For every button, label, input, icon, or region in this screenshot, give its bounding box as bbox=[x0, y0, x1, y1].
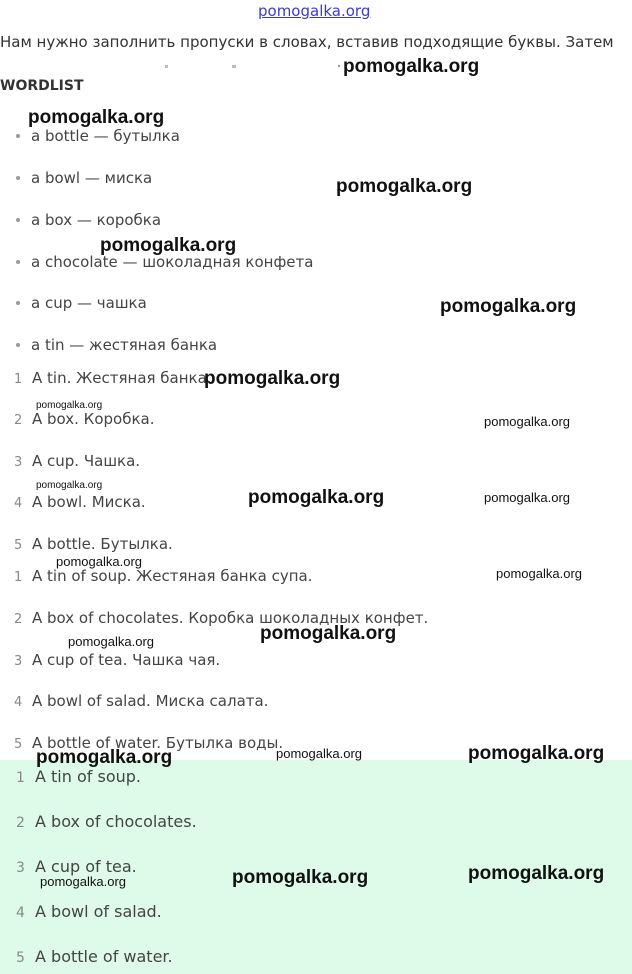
cut-off-text-line bbox=[0, 62, 340, 70]
watermark: pomogalka.org bbox=[232, 867, 369, 888]
wordlist-item-text: a chocolate — шоколадная конфета bbox=[31, 253, 314, 271]
item-number: 5 bbox=[16, 950, 25, 966]
list-item bbox=[14, 369, 212, 387]
watermark: pomogalka.org bbox=[343, 56, 480, 77]
intro-text: Нам нужно заполнить пропуски в словах, вставив подходящие буквы. Затем bbox=[0, 33, 614, 51]
watermark: pomogalka.org bbox=[36, 747, 173, 768]
item-text: A bottle of water. Бутылка воды. bbox=[32, 734, 284, 752]
bullet-icon bbox=[16, 218, 20, 222]
watermark: pomogalka.org bbox=[484, 490, 570, 505]
watermark: pomogalka.org bbox=[468, 743, 605, 764]
bullet-icon bbox=[16, 301, 20, 305]
watermark: pomogalka.org bbox=[40, 874, 126, 889]
item-number: 1 bbox=[14, 372, 23, 387]
watermark: pomogalka.org bbox=[336, 176, 473, 197]
wordlist-item bbox=[16, 127, 180, 145]
watermark: pomogalka.org bbox=[204, 368, 341, 389]
item-text: A cup of tea. bbox=[35, 857, 137, 876]
item-number: 3 bbox=[14, 654, 23, 669]
wordlist-item bbox=[16, 169, 152, 187]
answer-item bbox=[16, 812, 197, 831]
watermark: pomogalka.org bbox=[68, 634, 154, 649]
bullet-icon bbox=[16, 260, 20, 264]
item-text: A box of chocolates. Коробка шоколадных конфет. bbox=[32, 609, 429, 627]
list-item bbox=[14, 692, 268, 710]
item-text: A bowl. Миска. bbox=[32, 493, 146, 511]
wordlist-item-text: a cup — чашка bbox=[31, 294, 147, 312]
bullet-icon bbox=[16, 176, 20, 180]
item-number: 2 bbox=[14, 413, 23, 428]
answer-item bbox=[16, 947, 173, 966]
item-text: A tin of soup. Жестяная банка супа. bbox=[32, 567, 313, 585]
answer-item bbox=[16, 767, 141, 786]
wordlist-item bbox=[16, 294, 147, 312]
item-number: 1 bbox=[14, 570, 23, 585]
item-number: 3 bbox=[14, 455, 23, 470]
item-text: A bottle of water. bbox=[35, 947, 173, 966]
list-item bbox=[14, 535, 173, 553]
item-text: A bottle. Бутылка. bbox=[32, 535, 173, 553]
bullet-icon bbox=[16, 134, 20, 138]
watermark: pomogalka.org bbox=[36, 400, 103, 411]
item-text: A cup. Чашка. bbox=[32, 452, 141, 470]
item-number: 2 bbox=[16, 815, 25, 831]
watermark: pomogalka.org bbox=[36, 480, 103, 491]
wordlist-item-text: a box — коробка bbox=[31, 211, 162, 229]
bullet-icon bbox=[16, 343, 20, 347]
item-text: A bowl of salad. bbox=[35, 902, 162, 921]
item-number: 4 bbox=[14, 695, 23, 710]
item-text: A cup of tea. Чашка чая. bbox=[32, 651, 221, 669]
item-number: 1 bbox=[16, 770, 25, 786]
wordlist-item bbox=[16, 211, 161, 229]
watermark: pomogalka.org bbox=[28, 107, 165, 128]
wordlist-item-text: a bowl — миска bbox=[31, 169, 153, 187]
watermark: pomogalka.org bbox=[248, 487, 385, 508]
item-text: A box of chocolates. bbox=[35, 812, 197, 831]
watermark: pomogalka.org bbox=[484, 414, 570, 429]
answer-item bbox=[16, 902, 162, 921]
item-number: 2 bbox=[14, 612, 23, 627]
watermark: pomogalka.org bbox=[496, 566, 582, 581]
watermark: pomogalka.org bbox=[440, 296, 577, 317]
list-item bbox=[14, 567, 312, 585]
item-number: 3 bbox=[16, 860, 25, 876]
item-text: A tin of soup. bbox=[35, 767, 141, 786]
item-text: A box. Коробка. bbox=[32, 410, 155, 428]
list-item bbox=[14, 493, 146, 511]
wordlist-item-text: a tin — жестяная банка bbox=[31, 336, 218, 354]
list-item bbox=[14, 452, 140, 470]
item-text: A tin. Жестяная банка. bbox=[32, 369, 212, 387]
item-number: 5 bbox=[14, 538, 23, 553]
watermark: pomogalka.org bbox=[56, 554, 142, 569]
watermark: pomogalka.org bbox=[468, 863, 605, 884]
item-number: 5 bbox=[14, 737, 23, 752]
item-number: 4 bbox=[16, 905, 25, 921]
list-item bbox=[14, 651, 220, 669]
item-text: A bowl of salad. Миска салата. bbox=[32, 692, 269, 710]
item-number: 4 bbox=[14, 496, 23, 511]
list-item bbox=[14, 410, 154, 428]
watermark: pomogalka.org bbox=[276, 746, 362, 761]
watermark: pomogalka.org bbox=[100, 235, 237, 256]
watermark: pomogalka.org bbox=[260, 623, 397, 644]
wordlist-item bbox=[16, 336, 217, 354]
wordlist-item-text: a bottle — бутылка bbox=[31, 127, 180, 145]
wordlist-heading: WORDLIST bbox=[0, 78, 84, 94]
site-link[interactable]: pomogalka.org bbox=[258, 2, 371, 20]
